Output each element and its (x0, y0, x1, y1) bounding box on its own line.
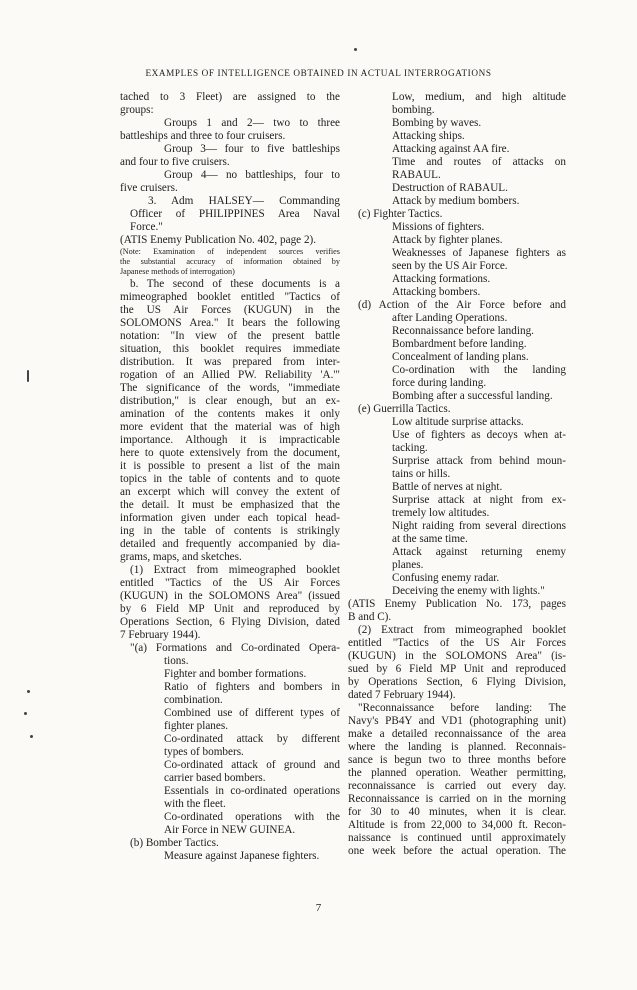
page-number: 7 (315, 902, 322, 914)
text-line: Fighter and bomber formations. (164, 667, 307, 680)
text-line: Attack by fighter planes. (392, 234, 503, 246)
text-line: Force." (130, 221, 163, 233)
text-line: Attack against returning enemy (392, 546, 566, 558)
text-line: carrier based bombers. (164, 771, 266, 784)
text-line: B and C). (348, 611, 392, 623)
text-line: information given under each topical head- (120, 511, 340, 524)
text-line: Attacking ships. (392, 130, 465, 142)
text-line: tacking. (392, 442, 428, 454)
text-line: detailed and frequently accompanied by dia- (120, 537, 340, 550)
text-line: Navy's PB4Y and VD1 (photographing unit) (348, 715, 566, 727)
text-line: tremely low altitudes. (392, 507, 490, 519)
text-line: (ATIS Enemy Publication No. 402, page 2). (120, 234, 317, 246)
text-line: Ratio of fighters and bombers in (164, 680, 340, 693)
text-line: seen by the US Air Force. (392, 260, 508, 272)
text-line: by Operations Section, 6 Flying Division, (348, 676, 566, 688)
text-line: tains or hills. (392, 468, 451, 480)
text-line: it is possible to present a list of the main (120, 459, 340, 472)
text-line: Destruction of RABAUL. (392, 182, 508, 194)
left-column (120, 91, 340, 863)
text-line: Bombing by waves. (392, 117, 482, 129)
scan-speck (27, 690, 30, 693)
text-line: sued by 6 Field MP Unit and reproduced (348, 663, 566, 675)
text-line: Use of fighters as decoys when at- (392, 429, 566, 441)
scan-speck (30, 735, 33, 738)
text-line: with the fleet. (164, 797, 226, 810)
text-line: Confusing enemy radar. (392, 572, 500, 584)
text-line: Altitude is from 22,000 to 34,000 ft. Recon- (348, 819, 566, 831)
text-line: Night raiding from several directions (392, 520, 566, 532)
text-line: Combined use of different types of (164, 706, 340, 719)
text-line: here to quote extensively from the document, (120, 446, 340, 459)
text-line: importance. Although it is impracticable (120, 433, 340, 446)
text-line: Bombing after a successful landing. (392, 390, 553, 402)
text-line: Concealment of landing plans. (392, 351, 529, 363)
text-line: combination. (164, 693, 223, 706)
text-line: distribution. It was prepared from inter- (120, 355, 340, 368)
text-line: 3. Adm HALSEY— Commanding (148, 195, 340, 207)
text-line: "(a) Formations and Co-ordinated Opera- (130, 641, 340, 654)
text-line: Low, medium, and high altitude (392, 91, 566, 103)
text-line: situation, this booklet requires immediate (120, 342, 340, 355)
text-line: where the landing is planned. Reconnais- (348, 741, 566, 753)
text-line: naissance is continued until approximately (348, 832, 566, 844)
text-line: SOLOMONS Area." It bears the following (120, 316, 340, 329)
text-line: entitled "Tactics of the US Air Forces (348, 637, 566, 649)
text-line: groups: (120, 104, 154, 116)
text-line: Officer of PHILIPPINES Area Naval (130, 208, 340, 220)
text-line: distribution," is clear enough, but an ex- (120, 394, 340, 407)
text-line: and four to five cruisers. (120, 156, 230, 168)
right-column (348, 91, 566, 858)
text-line: Co-ordinated attack by different (164, 732, 340, 745)
text-line: Missions of fighters. (392, 221, 485, 233)
text-line: force during landing. (392, 377, 487, 389)
text-line: Battle of nerves at night. (392, 481, 503, 493)
text-line: Air Force in NEW GUINEA. (164, 823, 296, 836)
text-line: rogation of an Allied PW. Reliability 'A.'" (120, 368, 340, 381)
text-line: "Reconnaissance before landing: The (358, 702, 566, 714)
text-line: amination of the contents makes it only (120, 407, 340, 420)
text-line: notation: "In view of the present battle (120, 329, 340, 342)
text-line: Attack by medium bombers. (392, 195, 520, 207)
text-line: Groups 1 and 2— two to three (164, 117, 340, 129)
text-line: one week before the actual operation. The (348, 845, 566, 857)
text-line: Deceiving the enemy with lights." (392, 585, 545, 597)
text-line: The significance of the words, "immediate (120, 381, 340, 394)
text-line: (ATIS Enemy Publication No. 173, pages (348, 598, 566, 610)
text-line: Surprise attack at night from ex- (392, 494, 566, 506)
scan-speck (27, 370, 29, 382)
text-line: ing in the table of contents is strikingly (120, 524, 340, 537)
text-line: reconnaissance is carried out every day. (348, 780, 566, 792)
text-line: topics in the table of contents and to quote (120, 472, 340, 485)
text-line: Co-ordinated attack of ground and (164, 758, 340, 771)
text-line: make a detailed reconnaissance of the area (348, 728, 566, 740)
text-line: (KUGUN) in the SOLOMONS Area" (is- (348, 650, 566, 662)
text-line: (KUGUN) in the SOLOMONS Area" (issued (120, 589, 340, 602)
text-line: Surprise attack from behind moun- (392, 455, 566, 467)
text-line: Attacking bombers. (392, 286, 481, 298)
text-line: tions. (164, 654, 189, 667)
text-line: Japanese methods of interrogation) (120, 267, 235, 277)
text-line: types of bombers. (164, 745, 244, 758)
text-line: Operations Section, 6 Flying Division, dated (120, 615, 340, 628)
text-line: (e) Guerrilla Tactics. (358, 403, 451, 415)
text-line: planes. (392, 559, 424, 571)
text-line: dated 7 February 1944). (348, 689, 456, 701)
text-line: b. The second of these documents is a (130, 277, 340, 290)
text-line: Group 3— four to five battleships (164, 143, 340, 155)
text-line: sance is begun two to three months before (348, 754, 566, 766)
text-line: (d) Action of the Air Force before and (358, 299, 566, 311)
text-line: Weaknesses of Japanese fighters as (392, 247, 566, 259)
text-line: bombing. (392, 104, 435, 116)
text-line: by 6 Field MP Unit and reproduced by (120, 602, 340, 615)
text-line: battleships and three to four cruisers. (120, 130, 286, 142)
text-line: Co-ordination with the landing (392, 364, 566, 376)
text-line: 7 February 1944). (120, 628, 201, 641)
text-line: (Note: Examination of independent sources verifies (120, 247, 340, 256)
text-line: Essentials in co-ordinated operations (164, 784, 340, 797)
text-line: Co-ordinated operations with the (164, 810, 340, 823)
running-header: EXAMPLES OF INTELLIGENCE OBTAINED IN ACTUAL INTERROGATIONS (145, 68, 492, 78)
text-line: Measure against Japanese fighters. (164, 849, 320, 862)
text-line: (1) Extract from mimeographed booklet (130, 563, 340, 576)
text-line: Bombardment before landing. (392, 338, 527, 350)
text-line: Reconnaissance is carried on in the morning (348, 793, 566, 805)
text-line: Attacking formations. (392, 273, 491, 285)
text-line: Reconnaissance before landing. (392, 325, 534, 337)
text-line: (b) Bomber Tactics. (130, 836, 219, 849)
text-line: entitled "Tactics of the US Air Forces (120, 576, 340, 589)
text-line: Attacking against AA fire. (392, 143, 510, 155)
text-line: more evident that the material was of high (120, 420, 340, 433)
text-line: at the same time. (392, 533, 468, 545)
text-line: Time and routes of attacks on (392, 156, 566, 168)
text-line: an excerpt which will convey the extent of (120, 485, 340, 498)
text-line: the US Air Forces (KUGUN) in the (120, 303, 340, 316)
text-line: for 30 to 40 minutes, when it is clear. (348, 806, 566, 818)
text-line: the detail. It must be emphasized that the (120, 498, 340, 511)
scan-speck (354, 48, 357, 51)
text-line: tached to 3 Fleet) are assigned to the (120, 91, 340, 103)
text-line: (2) Extract from mimeographed booklet (358, 624, 566, 636)
text-line: five cruisers. (120, 182, 178, 194)
scan-speck (24, 712, 27, 715)
text-line: Low altitude surprise attacks. (392, 416, 524, 428)
text-line: fighter planes. (164, 719, 228, 732)
text-line: mimeographed booklet entitled "Tactics of (120, 290, 340, 303)
text-line: grams, maps, and sketches. (120, 550, 242, 563)
text-line: RABAUL. (392, 169, 441, 181)
text-line: Group 4— no battleships, four to (164, 169, 340, 181)
text-line: (c) Fighter Tactics. (358, 208, 443, 220)
text-line: after Landing Operations. (392, 312, 508, 324)
text-line: the planned operation. Weather permitting, (348, 767, 566, 779)
text-line: the substantial accuracy of information obtained by (120, 257, 340, 267)
